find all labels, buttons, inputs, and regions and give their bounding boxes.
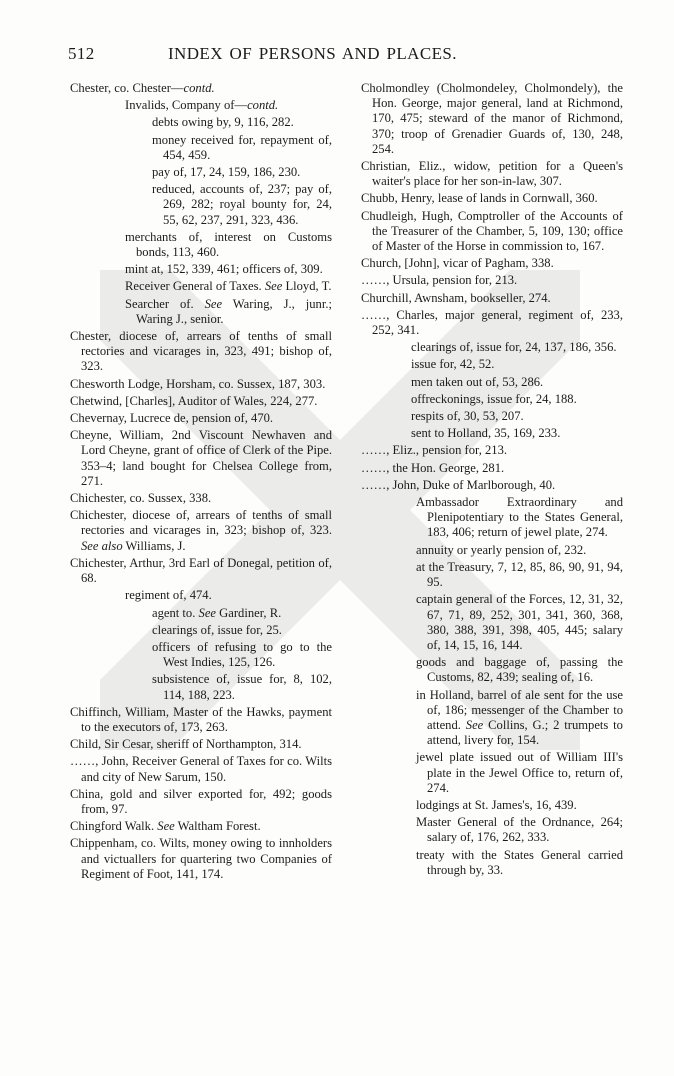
- index-subsubentry: pay of, 17, 24, 159, 186, 230.: [152, 165, 301, 180]
- index-entry: Churchill, Awnsham, bookseller, 274.: [361, 290, 551, 305]
- index-subentry: Searcher of. See Waring, J., junr.; Waring J., senior.: [125, 296, 333, 326]
- index-entry: China, gold and silver exported for, 492; goods from, 97.: [70, 786, 332, 816]
- index-entry: Cheyne, William, 2nd Viscount Newhaven and Lord Cheyne, grant of office of Clerk of the Pipe. 353–4; land bought for Chelsea College from, 271.: [70, 428, 332, 488]
- index-subentry: treaty with the States General carried through by, 33.: [416, 847, 623, 877]
- page-header: [68, 44, 628, 68]
- index-subentry: offreckonings, issue for, 24, 188.: [411, 391, 577, 406]
- index-entry: Chiffinch, William, Master of the Hawks, payment to the executors of, 173, 263.: [70, 704, 332, 734]
- index-subsubentry: clearings of, issue for, 25.: [152, 622, 282, 637]
- index-subentry: men taken out of, 53, 286.: [411, 374, 544, 389]
- index-subentry: clearings of, issue for, 24, 137, 186, 356.: [411, 340, 617, 355]
- index-entry: Chevernay, Lucrece de, pension of, 470.: [70, 411, 274, 426]
- index-subentry: Invalids, Company of—contd.: [125, 98, 279, 113]
- index-subentry: Receiver General of Taxes. See Lloyd, T.: [125, 279, 332, 294]
- index-entry: Chubb, Henry, lease of lands in Cornwall, 360.: [361, 191, 598, 206]
- index-subentry: issue for, 42, 52.: [411, 357, 495, 372]
- index-subsubentry: officers of refusing to go to the West Indies, 125, 126.: [152, 639, 332, 670]
- index-subsubentry: money received for, repayment of, 454, 459.: [152, 132, 332, 162]
- index-subentry: captain general of the Forces, 12, 31, 32, 67, 71, 89, 252, 301, 341, 360, 368, 380, 388, 391, 398, 405, 445; salary of, 14, 15, 16, 144.: [416, 592, 623, 652]
- index-entry: Chichester, co. Sussex, 338.: [70, 491, 212, 506]
- index-subentry: annuity or yearly pension of, 232.: [416, 542, 587, 557]
- index-subentry: at the Treasury, 7, 12, 85, 86, 90, 91, 94, 95.: [416, 559, 623, 590]
- index-entry: ……, Ursula, pension for, 213.: [361, 273, 518, 288]
- index-subentry: goods and baggage of, passing the Customs, 82, 439; sealing of, 16.: [416, 655, 623, 685]
- index-entry: ……, John, Duke of Marlborough, 40.: [361, 477, 556, 492]
- index-entry: Chichester, Arthur, 3rd Earl of Donegal, petition of, 68.: [70, 555, 332, 586]
- index-entry: Chichester, diocese of, arrears of tenths of small rectories and vicarages in, 323; bishop of, 323. See also Williams, J.: [70, 508, 332, 553]
- index-subentry: respits of, 30, 53, 207.: [411, 409, 524, 424]
- index-entry: Church, [John], vicar of Pagham, 338.: [361, 256, 554, 271]
- index-subentry: Ambassador Extraordinary and Plenipotentiary to the States General, 183, 406; return of jewel plate, 274.: [416, 495, 623, 540]
- index-entry: Child, Sir Cesar, sheriff of Northampton, 314.: [70, 737, 302, 752]
- index-subentry: merchants of, interest on Customs bonds, 113, 460.: [125, 229, 332, 260]
- index-entry: Christian, Eliz., widow, petition for a Queen's waiter's place for her son-in-law, 307.: [361, 159, 623, 189]
- index-entry: Chester, diocese of, arrears of tenths of small rectories and vicarages in, 323, 491; bishop of, 323.: [70, 329, 332, 374]
- index-entry: Chesworth Lodge, Horsham, co. Sussex, 187, 303.: [70, 376, 326, 391]
- index-subentry: regiment of, 474.: [125, 588, 212, 603]
- index-subsubentry: debts owing by, 9, 116, 282.: [152, 115, 294, 130]
- index-entry: ……, Eliz., pension for, 213.: [361, 443, 508, 458]
- index-entry: ……, Charles, major general, regiment of, 233, 252, 341.: [361, 307, 623, 338]
- index-subentry: Master General of the Ordnance, 264; salary of, 176, 262, 333.: [416, 815, 623, 845]
- index-subentry: jewel plate issued out of William III's plate in the Jewel Office to, return of, 274.: [416, 750, 623, 795]
- index-entry: Chudleigh, Hugh, Comptroller of the Accounts of the Treasurer of the Chamber, 5, 109, 130; office of Master of the Horse in commission to, 167.: [361, 208, 623, 254]
- index-column-left: [70, 81, 332, 882]
- index-subsubentry: subsistence of, issue for, 8, 102, 114, 188, 223.: [152, 672, 332, 702]
- index-subentry: sent to Holland, 35, 169, 233.: [411, 426, 561, 441]
- index-entry: Chetwind, [Charles], Auditor of Wales, 224, 277.: [70, 393, 318, 408]
- page-number: 512: [68, 44, 95, 63]
- index-entry: Cholmondley (Cholmondeley, Cholmondely), the Hon. George, major general, land at Richmond, 170, 475; steward of the manor of Richmond, 370; troop of Grenadier Guards of, 130, 248, 254.: [361, 81, 623, 156]
- page-title: INDEX OF PERSONS AND PLACES.: [168, 44, 457, 63]
- index-subsubentry: agent to. See Gardiner, R.: [152, 605, 282, 620]
- index-entry: ……, the Hon. George, 281.: [361, 460, 505, 475]
- index-entry: Chippenham, co. Wilts, money owing to innholders and victuallers for quartering two Companies of Regiment of Foot, 141, 174.: [70, 836, 332, 881]
- index-subentry: mint at, 152, 339, 461; officers of, 309.: [125, 262, 323, 277]
- index-subentry: lodgings at St. James's, 16, 439.: [416, 797, 577, 812]
- index-entry: Chester, co. Chester—contd.: [70, 81, 215, 95]
- index-column-right: [361, 81, 623, 878]
- index-entry: Chingford Walk. See Waltham Forest.: [70, 819, 261, 834]
- index-entry: ……, John, Receiver General of Taxes for co. Wilts and city of New Sarum, 150.: [70, 754, 332, 784]
- index-subsubentry: reduced, accounts of, 237; pay of, 269, 282; royal bounty for, 24, 55, 62, 237, 291, 323, 436.: [152, 182, 332, 227]
- index-subentry: in Holland, barrel of ale sent for the use of, 186; messenger of the Chamber to attend. See Collins, G.; 2 trumpets to attend, livery for, 154.: [416, 687, 623, 748]
